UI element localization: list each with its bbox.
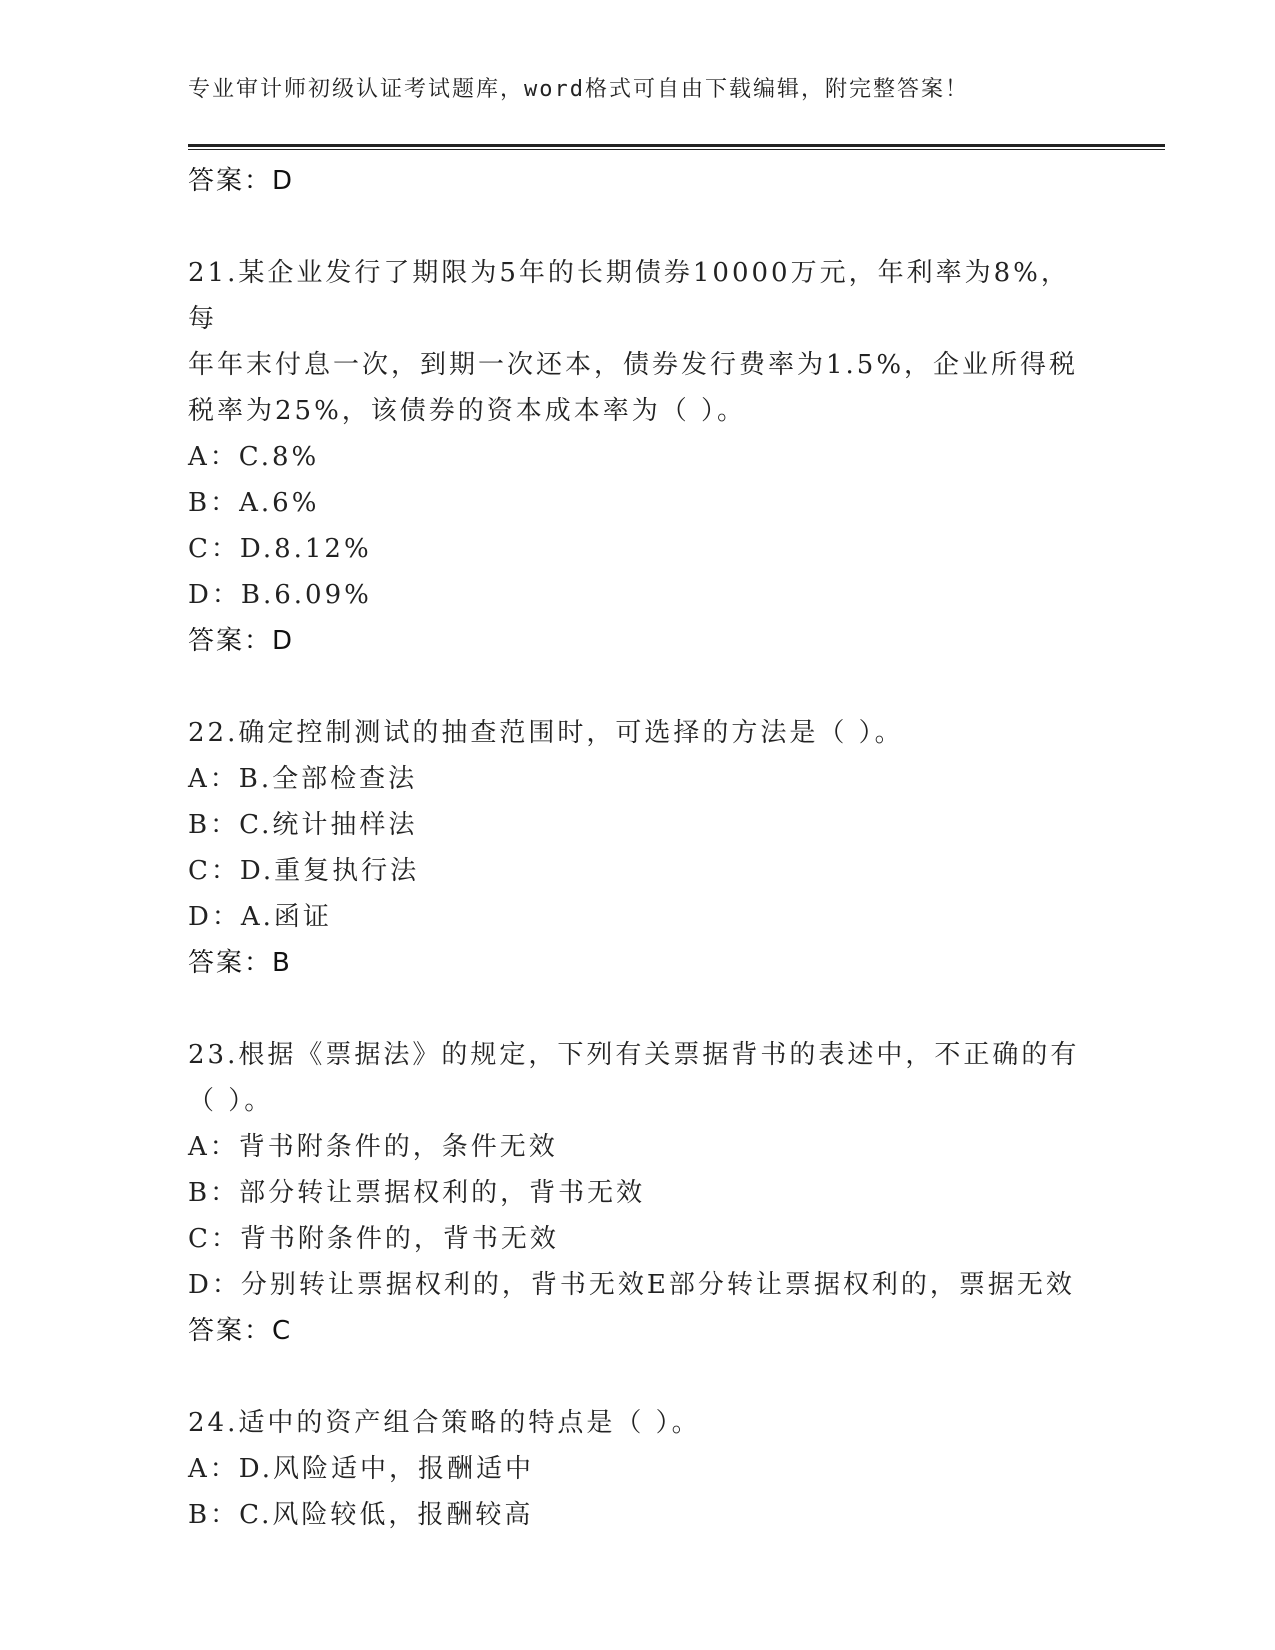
header-divider-thin [188, 149, 1165, 150]
spacer [188, 664, 1088, 710]
question-text-line: 24.适中的资产组合策略的特点是（ ）。 [188, 1408, 701, 1438]
option-d: D：B.6.09% [188, 580, 372, 610]
spacer [188, 1354, 1088, 1400]
question-content [188, 158, 1088, 1538]
spacer [188, 204, 1088, 250]
option-b: B：C.风险较低，报酬较高 [188, 1500, 534, 1530]
question-text-line: 年年末付息一次，到期一次还本，债券发行费率为1.5%，企业所得税 [188, 350, 1079, 380]
option-b: B：C.统计抽样法 [188, 810, 418, 840]
option-b: B：A.6% [188, 488, 320, 518]
header-divider-thick [188, 144, 1165, 147]
answer: 答案：C [188, 1316, 293, 1346]
option-c: C：背书附条件的，背书无效 [188, 1224, 559, 1254]
option-a: A：D.风险适中，报酬适中 [188, 1454, 534, 1484]
question-text-line: （ ）。 [188, 1086, 274, 1116]
page-header: 专业审计师初级认证考试题库，word格式可自由下载编辑，附完整答案！ [188, 77, 969, 102]
option-d: D：分别转让票据权利的，背书无效E部分转让票据权利的，票据无效 [188, 1270, 1075, 1300]
question-text-line: 21.某企业发行了期限为5年的长期债券10000万元，年利率为8%，每 [188, 258, 1070, 334]
question-text-line: 税率为25%，该债券的资本成本率为（ ）。 [188, 396, 747, 426]
option-a: A：背书附条件的，条件无效 [188, 1132, 558, 1162]
question-24 [188, 1400, 1088, 1538]
option-a: A：B.全部检查法 [188, 764, 418, 794]
question-23 [188, 1032, 1088, 1354]
answer: 答案：B [188, 948, 292, 978]
option-d: D：A.函证 [188, 902, 332, 932]
question-21 [188, 250, 1088, 664]
option-c: C：D.重复执行法 [188, 856, 420, 886]
question-text-line: 23.根据《票据法》的规定，下列有关票据背书的表述中，不正确的有 [188, 1040, 1080, 1070]
previous-answer: 答案：D [188, 166, 295, 196]
option-c: C：D.8.12% [188, 534, 372, 564]
spacer [188, 986, 1088, 1032]
question-text-line: 22.确定控制测试的抽查范围时，可选择的方法是（ ）。 [188, 718, 904, 748]
option-b: B：部分转让票据权利的，背书无效 [188, 1178, 646, 1208]
question-22 [188, 710, 1088, 986]
answer: 答案：D [188, 626, 295, 656]
option-a: A：C.8% [188, 442, 320, 472]
